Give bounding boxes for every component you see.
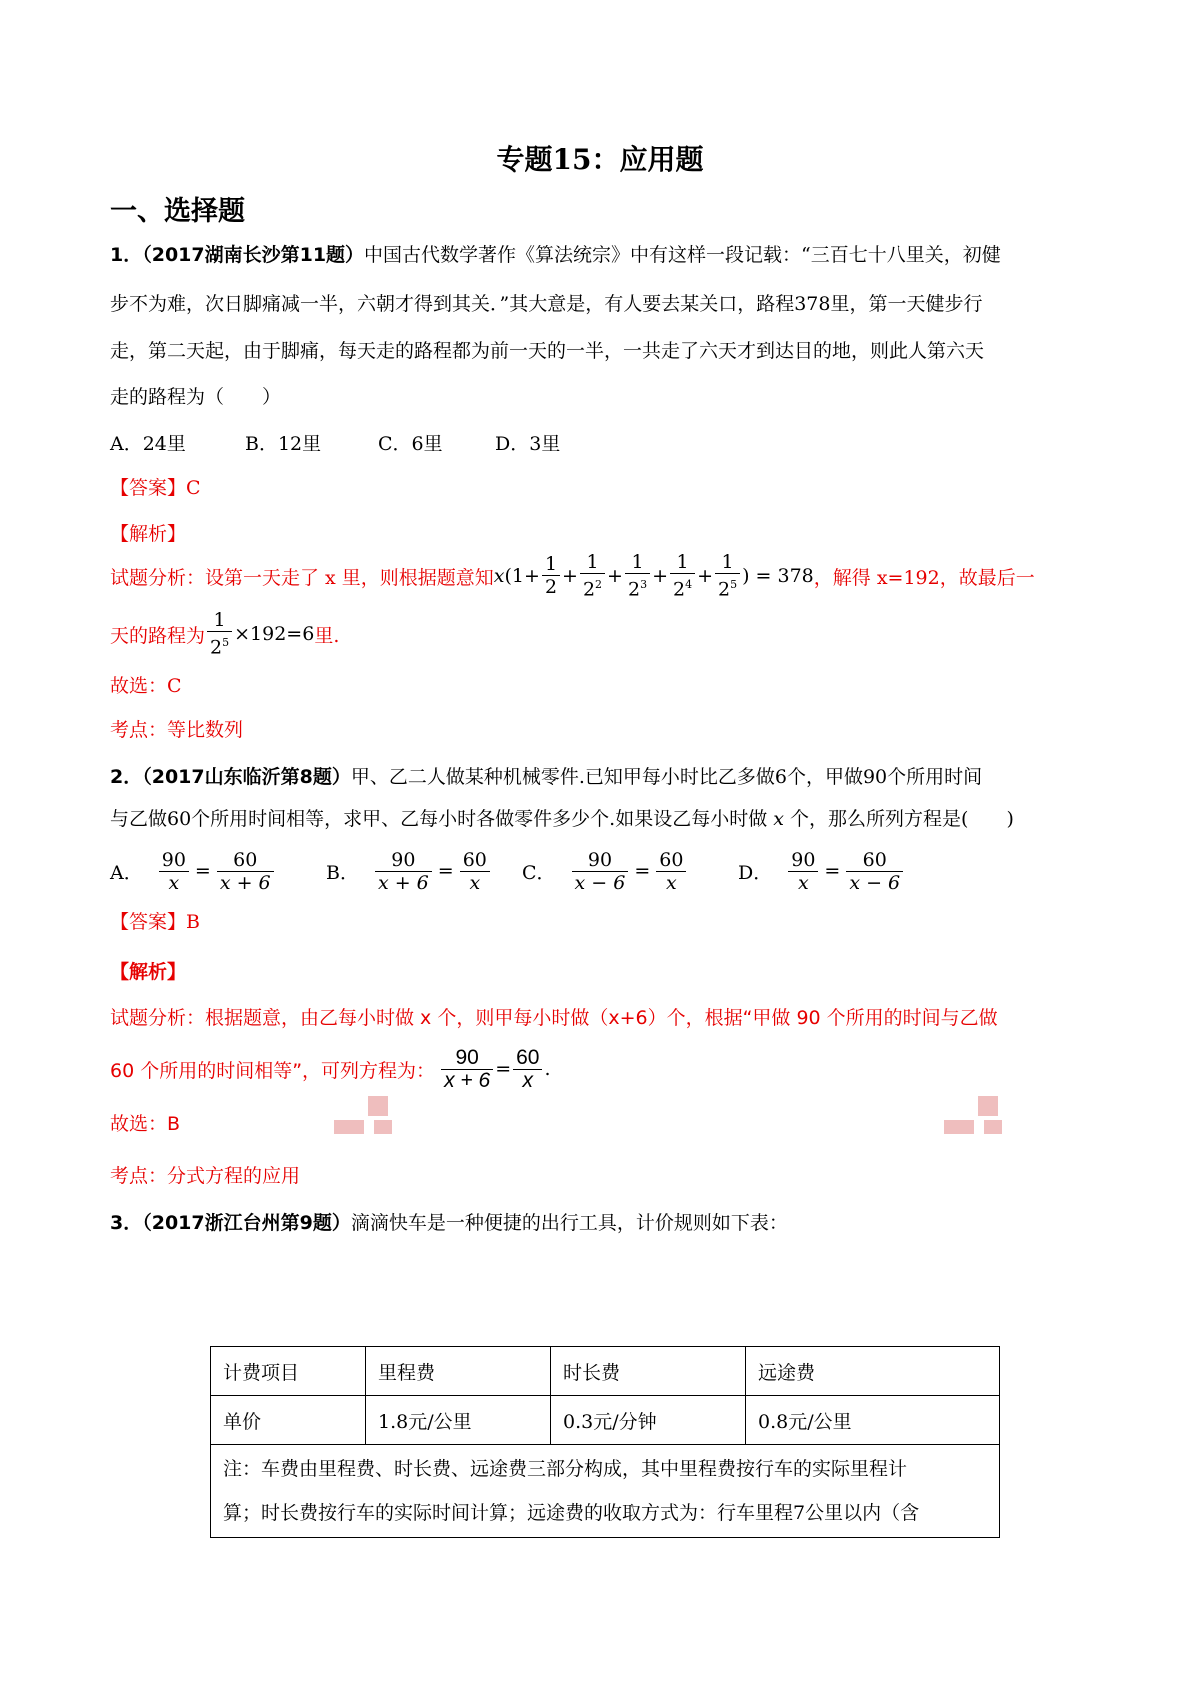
answer-label: 【答案】	[110, 477, 187, 499]
q3-intro: 滴滴快车是一种便捷的出行工具，计价规则如下表：	[350, 1212, 788, 1234]
q1-answer	[110, 474, 201, 502]
answer-value: C	[186, 477, 201, 499]
q1-text-1: 中国古代数学著作《算法统宗》中有这样一段记载：“三百七十八里关，初健	[364, 244, 1001, 266]
q2-line-2	[110, 805, 1014, 833]
q2-line-1	[110, 763, 982, 791]
q3-line-1	[110, 1209, 788, 1237]
table-note-line-1: 注：车费由里程费、时长费、远途费三部分构成，其中里程费按行车的实际里程计	[223, 1458, 908, 1480]
table-cell: 0.3元/分钟	[551, 1396, 746, 1445]
q1-analysis-label: 【解析】	[110, 523, 187, 545]
q1-line-4: 走的路程为（ ）	[110, 386, 282, 408]
table-header-cell: 里程费	[366, 1347, 551, 1396]
q1-analysis-result: ，解得 x=192，故最后一	[813, 566, 1035, 589]
q1-line-1	[110, 241, 1001, 269]
q2-analysis-label: 【解析】	[110, 961, 187, 983]
table-row	[211, 1347, 1000, 1396]
q1-choose: 故选：C	[110, 675, 182, 697]
q2-text-2: 与乙做60个所用时间相等，求甲、乙每小时各做零件多少个.如果设乙每小时做	[110, 808, 768, 830]
q1-analysis-line-2: 天的路程为 $\frac{1}{2^5}$ ×192=6 里.	[110, 609, 340, 659]
q1-analysis-line-1	[110, 546, 1035, 606]
q2-choose: 故选：B	[110, 1113, 181, 1135]
table-header-cell: 计费项目	[211, 1347, 366, 1396]
q2-analysis-2-text: 60 个所用的时间相等”，可列方程为：	[110, 1059, 436, 1082]
q3-tag: 3．（2017浙江台州第9题）	[110, 1212, 351, 1234]
page-title: 专题15：应用题	[496, 143, 704, 176]
watermark-icon	[938, 1090, 1008, 1140]
table-header-cell: 远途费	[746, 1347, 1000, 1396]
q1-kaodian: 考点：等比数列	[110, 719, 244, 741]
table-note-line-2: 算；时长费按行车的实际时间计算；远途费的收取方式为：行车里程7公里以内（含	[223, 1502, 920, 1524]
q1-option-b: B．12里	[245, 433, 322, 455]
q2-text-3: 个，那么所列方程是( )	[790, 808, 1014, 830]
q1-line-2: 步不为难，次日脚痛减一半，六朝才得到其关．”其大意是，有人要去某关口，路程378里，第一天健步行	[110, 293, 983, 315]
q2-option-a: A． $\frac{90}{x}$ = $\frac{60}{x + 6}$	[110, 843, 276, 899]
table-row	[211, 1396, 1000, 1445]
q2-tag: 2．（2017山东临沂第8题）	[110, 766, 351, 788]
table-header-cell: 时长费	[551, 1347, 746, 1396]
q2-option-b: B． $\frac{90}{x + 6}$ = $\frac{60}{x}$	[326, 843, 492, 899]
fee-table	[210, 1346, 1000, 1538]
table-cell: 单价	[211, 1396, 366, 1445]
q2-options	[110, 843, 1010, 899]
answer-label: 【答案】	[110, 911, 187, 933]
table-cell: 0.8元/公里	[746, 1396, 1000, 1445]
q1-tag: 1．（2017湖南长沙第11题）	[110, 244, 365, 266]
q2-analysis-2: 60 个所用的时间相等”，可列方程为： $\frac{90}{x + 6}$ = $\frac{60}{x}$ .	[110, 1045, 551, 1092]
q1-equation: x (1+ $\frac{1}{2}$ + $\frac{1}{2^2}$ + $\frac{1}{2^3}$ + $\frac{1}{2^4}$ + $\frac{1}{2^5}$ ) = 378	[493, 551, 814, 601]
q1-analysis2-post: 里.	[314, 624, 340, 647]
table-note	[211, 1445, 1000, 1538]
q2-text-1: 甲、乙二人做某种机械零件.已知甲每小时比乙多做6个，甲做90个所用时间	[350, 766, 983, 788]
section-heading: 一、选择题	[110, 196, 245, 227]
q1-line-3: 走，第二天起，由于脚痛，每天走的路程都为前一天的一半，一共走了六天才到达目的地，则此人第六天	[110, 340, 985, 362]
q2-option-d: D． $\frac{90}{x}$ = $\frac{60}{x - 6}$	[738, 843, 905, 899]
q2-option-c: C． $\frac{90}{x - 6}$ = $\frac{60}{x}$	[522, 843, 688, 899]
q1-analysis2-pre: 天的路程为	[110, 624, 206, 647]
q1-option-a: A．24里	[110, 433, 186, 455]
watermark-icon	[328, 1090, 398, 1140]
table-row	[211, 1445, 1000, 1538]
q2-answer	[110, 908, 200, 936]
q2-var-x: x	[773, 808, 784, 830]
q1-option-c: C．6里	[378, 433, 443, 455]
q2-analysis-1: 试题分析：根据题意，由乙每小时做 x 个，则甲每小时做（x+6）个，根据“甲做 90 个所用的时间与乙做	[110, 1007, 998, 1029]
q1-analysis-text: 试题分析：设第一天走了 x 里，则根据题意知	[110, 566, 494, 589]
table-cell: 1.8元/公里	[366, 1396, 551, 1445]
q2-kaodian: 考点：分式方程的应用	[110, 1165, 301, 1187]
q1-option-d: D．3里	[495, 433, 561, 455]
answer-value: B	[186, 911, 200, 933]
q1-analysis2-eq: ×192=6	[234, 623, 315, 645]
